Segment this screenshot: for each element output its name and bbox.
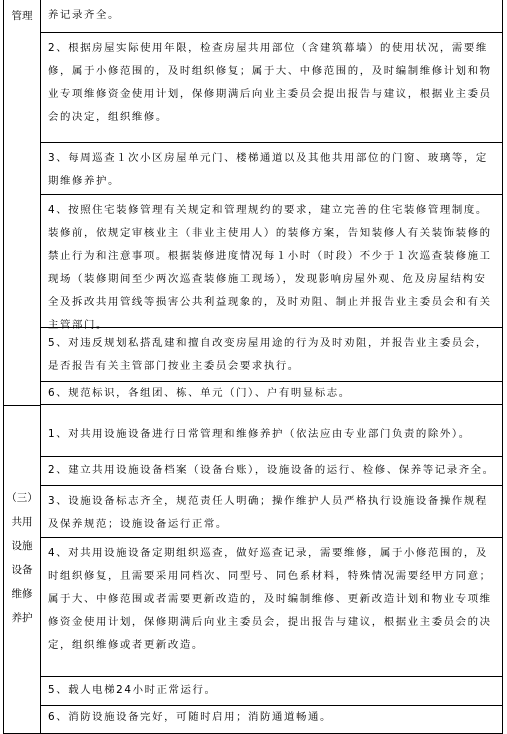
section3-label: （三） 共用 设施 设备 维修 养护	[6, 492, 38, 624]
table-row: 6、消防设施设备完好，可随时启用；消防通道畅通。	[48, 711, 332, 723]
category-column	[4, 0, 41, 733]
table-row: 4、按照住宅装修管理有关规定和管理规约的要求，建立完善的住宅装修管理制度。装修前，依规定审核业主（非业主使用人）的装修方案，告知装修人有关装饰装修的禁止行为和注意事项。根据装修进度情况每１小时（时段）不少于１次巡查装修施工现场（装修期间至少两次巡查装修施工现场），发现影响房屋外观、危及房屋结构安全及拆改共用管线等损害公共利益现象的，及时劝阻、制止并报告业主委员会和有关主管部门。	[41, 195, 502, 328]
table-row: 3、每周巡查１次小区房屋单元门、楼梯通道以及其他共用部位的门窗、玻璃等，定期维修养护。	[41, 143, 502, 195]
table-row: 4、对共用设施设备定期组织巡查，做好巡查记录，需要维修，属于小修范围的，及时组织修复，且需要采用同档次、同型号、同色系材料，特殊情况需要经甲方同意；属于大、中修范围或者需要更新改造的，及时编制维修、更新改造计划和物业专项维修资金使用计划，保修期满后向业主委员会，提出报告与建议，根据业主委员会的决定，组织维修或者更新改造。	[41, 538, 502, 677]
table-row: 6、规范标识，各组团、栋、单元（门）、户有明显标志。	[41, 382, 502, 405]
table-row: 1、对共用设施设备进行日常管理和维修养护（依法应由专业部门负责的除外）。	[41, 405, 502, 457]
section-prev-label: 管理	[11, 10, 33, 22]
table-row: 5、载人电梯24小时正常运行。	[41, 677, 502, 706]
table-row: 2、根据房屋实际使用年限，检查房屋共用部位（含建筑幕墙）的使用状况，需要维修，属于小修范围的，及时组织修复；属于大、中修范围的，及时编制维修计划和物业专项维修资金使用计划，保修期满后向业主委员会提出报告与建议，根据业主委员会的决定，组织维修。	[41, 33, 502, 143]
table-row: 2、建立共用设施设备档案（设备台账），设施设备的运行、检修、保养等记录齐全。	[41, 457, 502, 486]
table-row: 3、设施设备标志齐全，规范责任人明确；操作维护人员严格执行设施设备操作规程及保养规范；设施设备运行正常。	[41, 486, 502, 538]
table-row: 5、对违反规划私搭乱建和擅自改变房屋用途的行为及时劝阻，并报告业主委员会，是否报告有关主管部门按业主委员会要求执行。	[41, 328, 502, 382]
table-row: 养记录齐全。	[41, 0, 502, 33]
document-table	[3, 0, 503, 734]
section-divider	[4, 405, 40, 406]
